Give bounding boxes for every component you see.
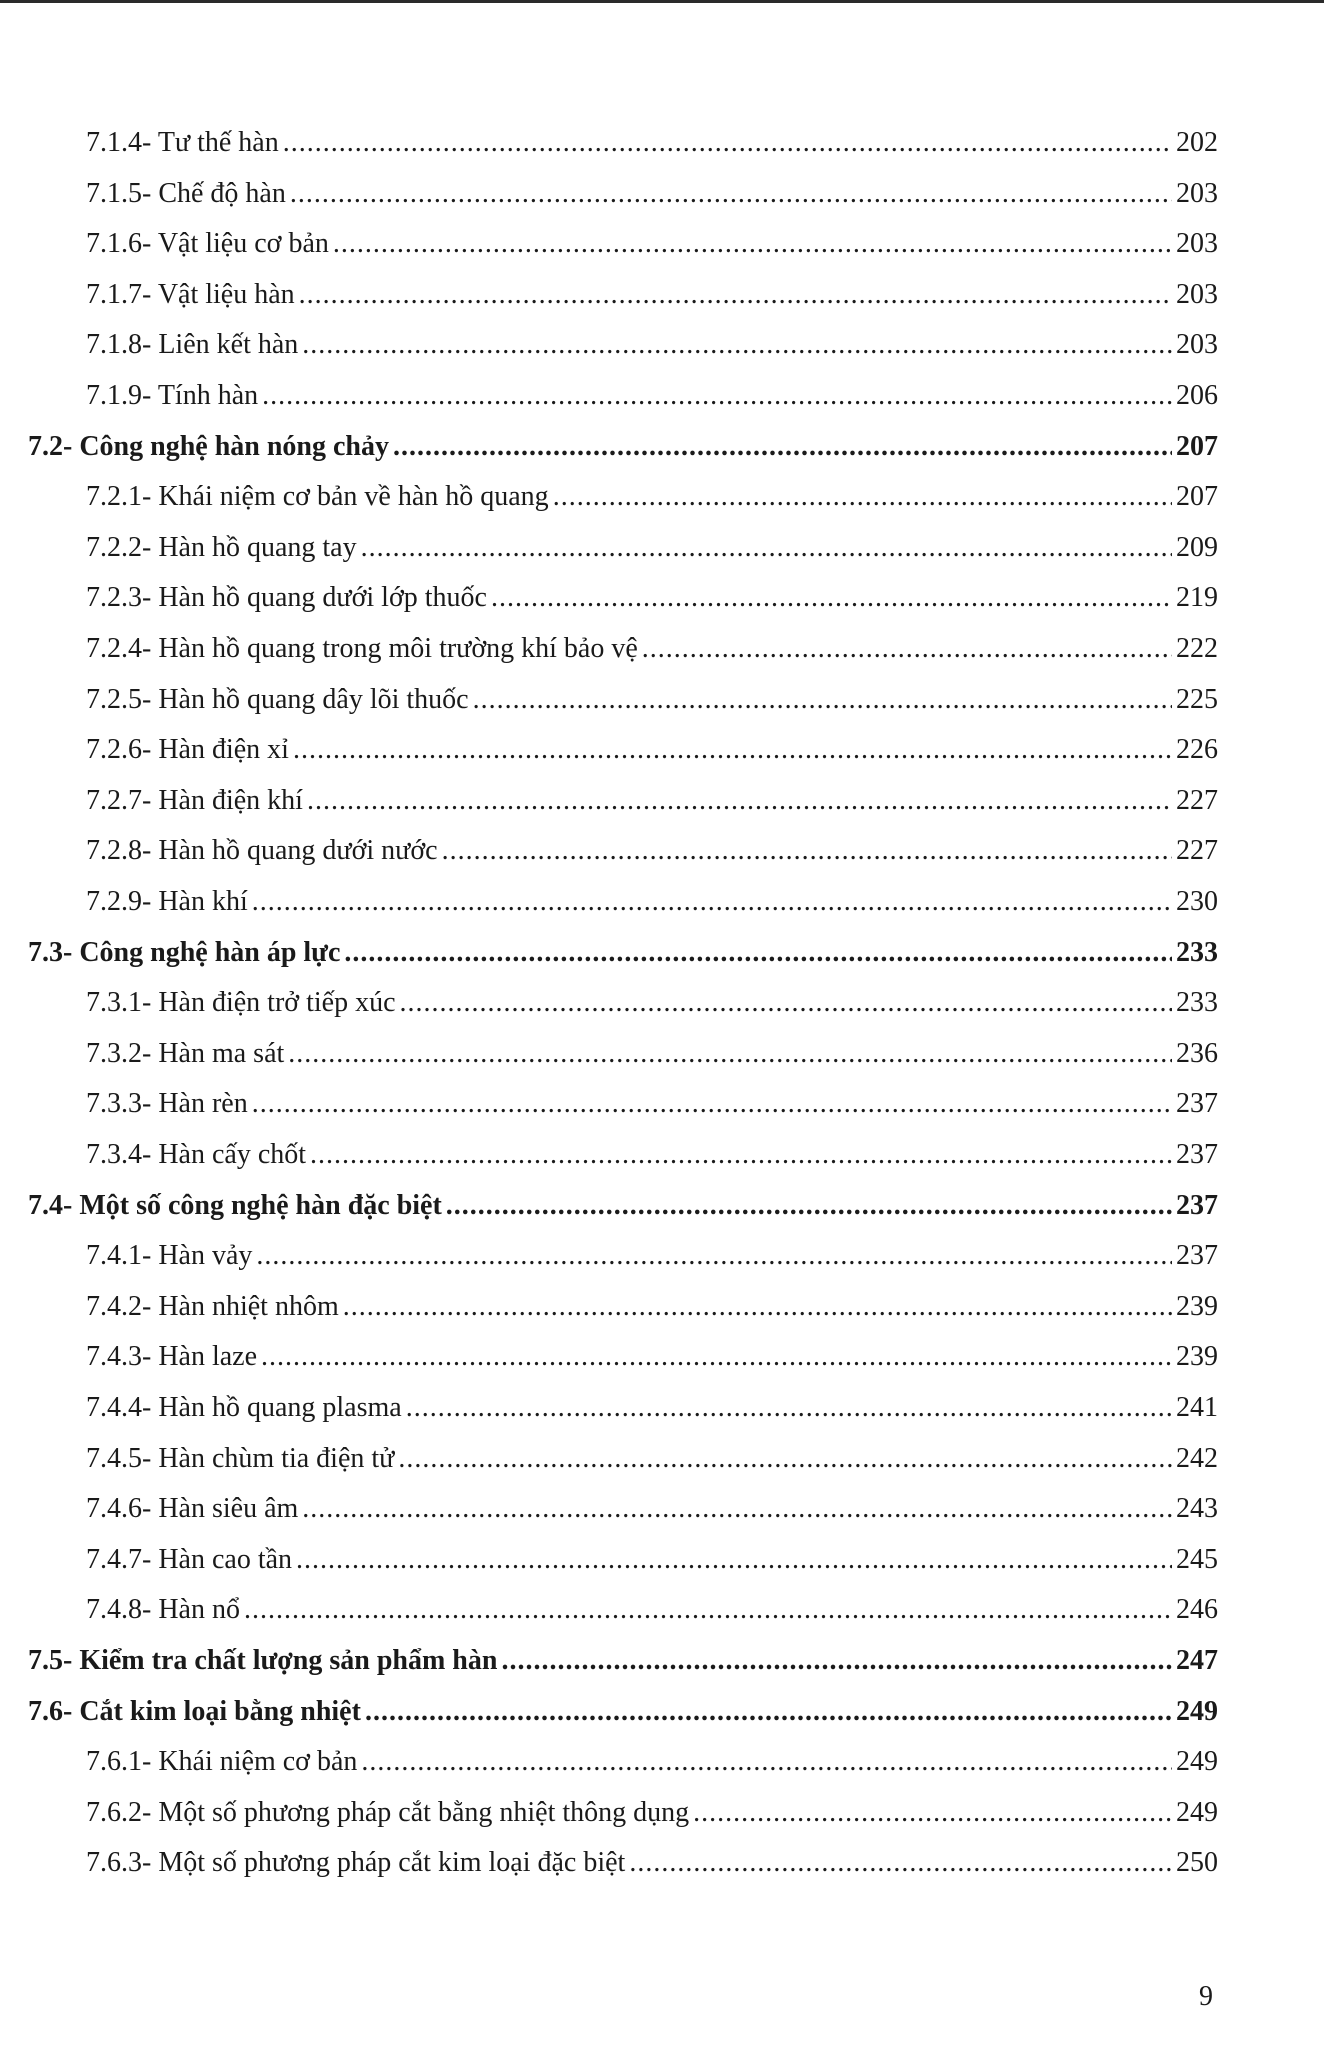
toc-entry-page-number: 226 — [1176, 734, 1218, 766]
toc-dot-leader — [501, 1644, 1172, 1678]
toc-subsection-entry — [0, 1593, 1324, 1627]
toc-entry-label: 7.2.3- Hàn hồ quang dưới lớp thuốc — [86, 582, 487, 614]
toc-entry-page-number: 227 — [1176, 835, 1218, 867]
toc-dot-leader — [290, 177, 1172, 211]
toc-entry-label: 7.3- Công nghệ hàn áp lực — [28, 936, 341, 968]
toc-subsection-entry — [0, 227, 1324, 261]
toc-entry-page-number: 209 — [1176, 531, 1218, 563]
toc-subsection-entry — [0, 885, 1324, 919]
toc-subsection-entry — [0, 1087, 1324, 1121]
toc-subsection-entry — [0, 1796, 1324, 1830]
toc-dot-leader — [642, 632, 1172, 666]
toc-subsection-entry — [0, 177, 1324, 211]
toc-dot-leader — [398, 1442, 1172, 1476]
toc-dot-leader — [310, 1138, 1172, 1172]
toc-subsection-entry — [0, 1442, 1324, 1476]
toc-entry-label: 7.4.2- Hàn nhiệt nhôm — [86, 1290, 339, 1322]
toc-dot-leader — [446, 1189, 1172, 1223]
toc-entry-label: 7.2.1- Khái niệm cơ bản về hàn hồ quang — [86, 481, 549, 513]
toc-section-entry — [0, 1644, 1324, 1678]
toc-entry-page-number: 203 — [1176, 278, 1218, 310]
toc-dot-leader — [262, 379, 1172, 413]
toc-subsection-entry — [0, 1340, 1324, 1374]
toc-dot-leader — [261, 1340, 1172, 1374]
toc-entry-page-number: 207 — [1176, 430, 1218, 462]
toc-entry-page-number: 237 — [1176, 1088, 1218, 1120]
toc-entry-label: 7.1.5- Chế độ hàn — [86, 177, 286, 209]
toc-entry-page-number: 247 — [1176, 1645, 1218, 1676]
toc-entry-page-number: 203 — [1176, 228, 1218, 260]
toc-entry-label: 7.4.7- Hàn cao tần — [86, 1543, 293, 1575]
toc-entry-page-number: 249 — [1176, 1796, 1218, 1828]
toc-entry-page-number: 219 — [1176, 582, 1218, 614]
toc-entry-label: 7.3.1- Hàn điện trở tiếp xúc — [86, 987, 396, 1019]
toc-dot-leader — [361, 531, 1172, 565]
toc-entry-label: 7.1.7- Vật liệu hàn — [86, 278, 295, 310]
toc-dot-leader — [302, 328, 1172, 362]
toc-entry-label: 7.2.4- Hàn hồ quang trong môi trường khí bảo vệ — [86, 633, 638, 664]
toc-dot-leader — [553, 480, 1172, 514]
toc-subsection-entry — [0, 632, 1324, 666]
toc-entry-label: 7.4- Một số công nghệ hàn đặc biệt — [28, 1189, 442, 1221]
toc-entry-page-number: 233 — [1176, 987, 1218, 1019]
toc-entry-label: 7.6.2- Một số phương pháp cắt bằng nhiệt thông dụng — [86, 1796, 690, 1828]
toc-dot-leader — [693, 1796, 1172, 1830]
toc-entry-label: 7.2.2- Hàn hồ quang tay — [86, 531, 357, 563]
toc-section-entry — [0, 936, 1324, 970]
toc-entry-page-number: 237 — [1176, 1189, 1218, 1221]
toc-subsection-entry — [0, 784, 1324, 818]
toc-entry-page-number: 236 — [1176, 1037, 1218, 1069]
toc-entry-page-number: 249 — [1176, 1695, 1218, 1727]
toc-entry-label: 7.1.4- Tư thế hàn — [86, 127, 279, 158]
toc-dot-leader — [491, 581, 1172, 615]
toc-subsection-entry — [0, 126, 1324, 160]
toc-dot-leader — [393, 430, 1172, 464]
toc-entry-label: 7.5- Kiểm tra chất lượng sản phẩm hàn — [28, 1645, 498, 1676]
toc-entry-page-number: 202 — [1176, 127, 1218, 158]
toc-subsection-entry — [0, 834, 1324, 868]
toc-entry-label: 7.6.3- Một số phương pháp cắt kim loại đặc biệt — [86, 1847, 626, 1879]
toc-entry-label: 7.4.5- Hàn chùm tia điện tử — [86, 1442, 395, 1474]
toc-subsection-entry — [0, 581, 1324, 615]
toc-dot-leader — [307, 784, 1172, 818]
toc-subsection-entry — [0, 1492, 1324, 1526]
toc-subsection-entry — [0, 1543, 1324, 1577]
toc-entry-page-number: 233 — [1176, 936, 1218, 968]
toc-entry-label: 7.2.8- Hàn hồ quang dưới nước — [86, 835, 438, 867]
toc-subsection-entry — [0, 278, 1324, 312]
toc-dot-leader — [365, 1695, 1172, 1729]
toc-entry-page-number: 222 — [1176, 633, 1218, 664]
toc-dot-leader — [343, 1290, 1172, 1324]
toc-subsection-entry — [0, 1239, 1324, 1273]
toc-entry-page-number: 246 — [1176, 1594, 1218, 1626]
toc-entry-label: 7.3.3- Hàn rèn — [86, 1088, 248, 1120]
toc-subsection-entry — [0, 986, 1324, 1020]
toc-dot-leader — [296, 1543, 1172, 1577]
toc-subsection-entry — [0, 1745, 1324, 1779]
toc-entry-label: 7.4.3- Hàn laze — [86, 1341, 258, 1373]
toc-dot-leader — [333, 227, 1172, 261]
toc-entry-label: 7.1.6- Vật liệu cơ bản — [86, 228, 329, 260]
toc-section-entry — [0, 430, 1324, 464]
toc-subsection-entry — [0, 1138, 1324, 1172]
toc-dot-leader — [473, 683, 1172, 717]
toc-subsection-entry — [0, 1391, 1324, 1425]
toc-dot-leader — [361, 1745, 1172, 1779]
toc-entry-label: 7.3.2- Hàn ma sát — [86, 1037, 285, 1069]
toc-entry-page-number: 241 — [1176, 1392, 1218, 1423]
toc-dot-leader — [400, 986, 1172, 1020]
toc-dot-leader — [244, 1593, 1172, 1627]
toc-entry-page-number: 206 — [1176, 380, 1218, 411]
toc-entry-label: 7.3.4- Hàn cấy chốt — [86, 1139, 307, 1170]
toc-dot-leader — [442, 834, 1172, 868]
toc-subsection-entry — [0, 1846, 1324, 1880]
toc-dot-leader — [302, 1492, 1172, 1526]
toc-entry-label: 7.4.6- Hàn siêu âm — [86, 1493, 299, 1525]
toc-entry-label: 7.2- Công nghệ hàn nóng chảy — [28, 430, 389, 462]
toc-subsection-entry — [0, 379, 1324, 413]
toc-dot-leader — [252, 1087, 1172, 1121]
toc-entry-page-number: 250 — [1176, 1847, 1218, 1879]
toc-entry-page-number: 249 — [1176, 1746, 1218, 1778]
toc-entry-label: 7.2.9- Hàn khí — [86, 886, 248, 917]
toc-entry-page-number: 239 — [1176, 1341, 1218, 1373]
toc-dot-leader — [293, 733, 1172, 767]
toc-entry-page-number: 242 — [1176, 1442, 1218, 1474]
toc-subsection-entry — [0, 1037, 1324, 1071]
toc-entry-label: 7.4.4- Hàn hồ quang plasma — [86, 1392, 402, 1423]
toc-dot-leader — [629, 1846, 1172, 1880]
toc-dot-leader — [288, 1037, 1172, 1071]
toc-entry-page-number: 203 — [1176, 329, 1218, 361]
toc-dot-leader — [256, 1239, 1172, 1273]
toc-dot-leader — [252, 885, 1172, 919]
toc-entry-page-number: 237 — [1176, 1139, 1218, 1170]
toc-entry-page-number: 239 — [1176, 1290, 1218, 1322]
toc-entry-label: 7.1.9- Tính hàn — [86, 380, 259, 411]
toc-subsection-entry — [0, 328, 1324, 362]
toc-subsection-entry — [0, 1290, 1324, 1324]
toc-entry-label: 7.2.7- Hàn điện khí — [86, 784, 303, 816]
toc-entry-page-number: 225 — [1176, 683, 1218, 715]
toc-subsection-entry — [0, 531, 1324, 565]
toc-dot-leader — [299, 278, 1172, 312]
toc-entry-page-number: 203 — [1176, 177, 1218, 209]
toc-dot-leader — [283, 126, 1172, 160]
toc-entry-label: 7.2.5- Hàn hồ quang dây lõi thuốc — [86, 683, 469, 715]
page-number: 9 — [1199, 1981, 1213, 2012]
toc-entry-label: 7.2.6- Hàn điện xỉ — [86, 734, 289, 766]
toc-entry-label: 7.6- Cắt kim loại bằng nhiệt — [28, 1695, 361, 1727]
toc-dot-leader — [344, 936, 1172, 970]
toc-entry-label: 7.4.1- Hàn vảy — [86, 1240, 253, 1272]
toc-entry-page-number: 227 — [1176, 784, 1218, 816]
toc-entry-label: 7.1.8- Liên kết hàn — [86, 329, 299, 361]
toc-subsection-entry — [0, 480, 1324, 514]
toc-subsection-entry — [0, 733, 1324, 767]
toc-entry-page-number: 230 — [1176, 886, 1218, 917]
toc-entry-label: 7.6.1- Khái niệm cơ bản — [86, 1746, 358, 1778]
toc-entry-label: 7.4.8- Hàn nổ — [86, 1594, 240, 1626]
toc-section-entry — [0, 1695, 1324, 1729]
toc-entry-page-number: 245 — [1176, 1543, 1218, 1575]
top-border-line — [0, 0, 1324, 3]
toc-subsection-entry — [0, 683, 1324, 717]
toc-entry-page-number: 243 — [1176, 1493, 1218, 1525]
toc-section-entry — [0, 1189, 1324, 1223]
toc-entry-page-number: 207 — [1176, 481, 1218, 513]
toc-entry-page-number: 237 — [1176, 1240, 1218, 1272]
toc-dot-leader — [406, 1391, 1172, 1425]
